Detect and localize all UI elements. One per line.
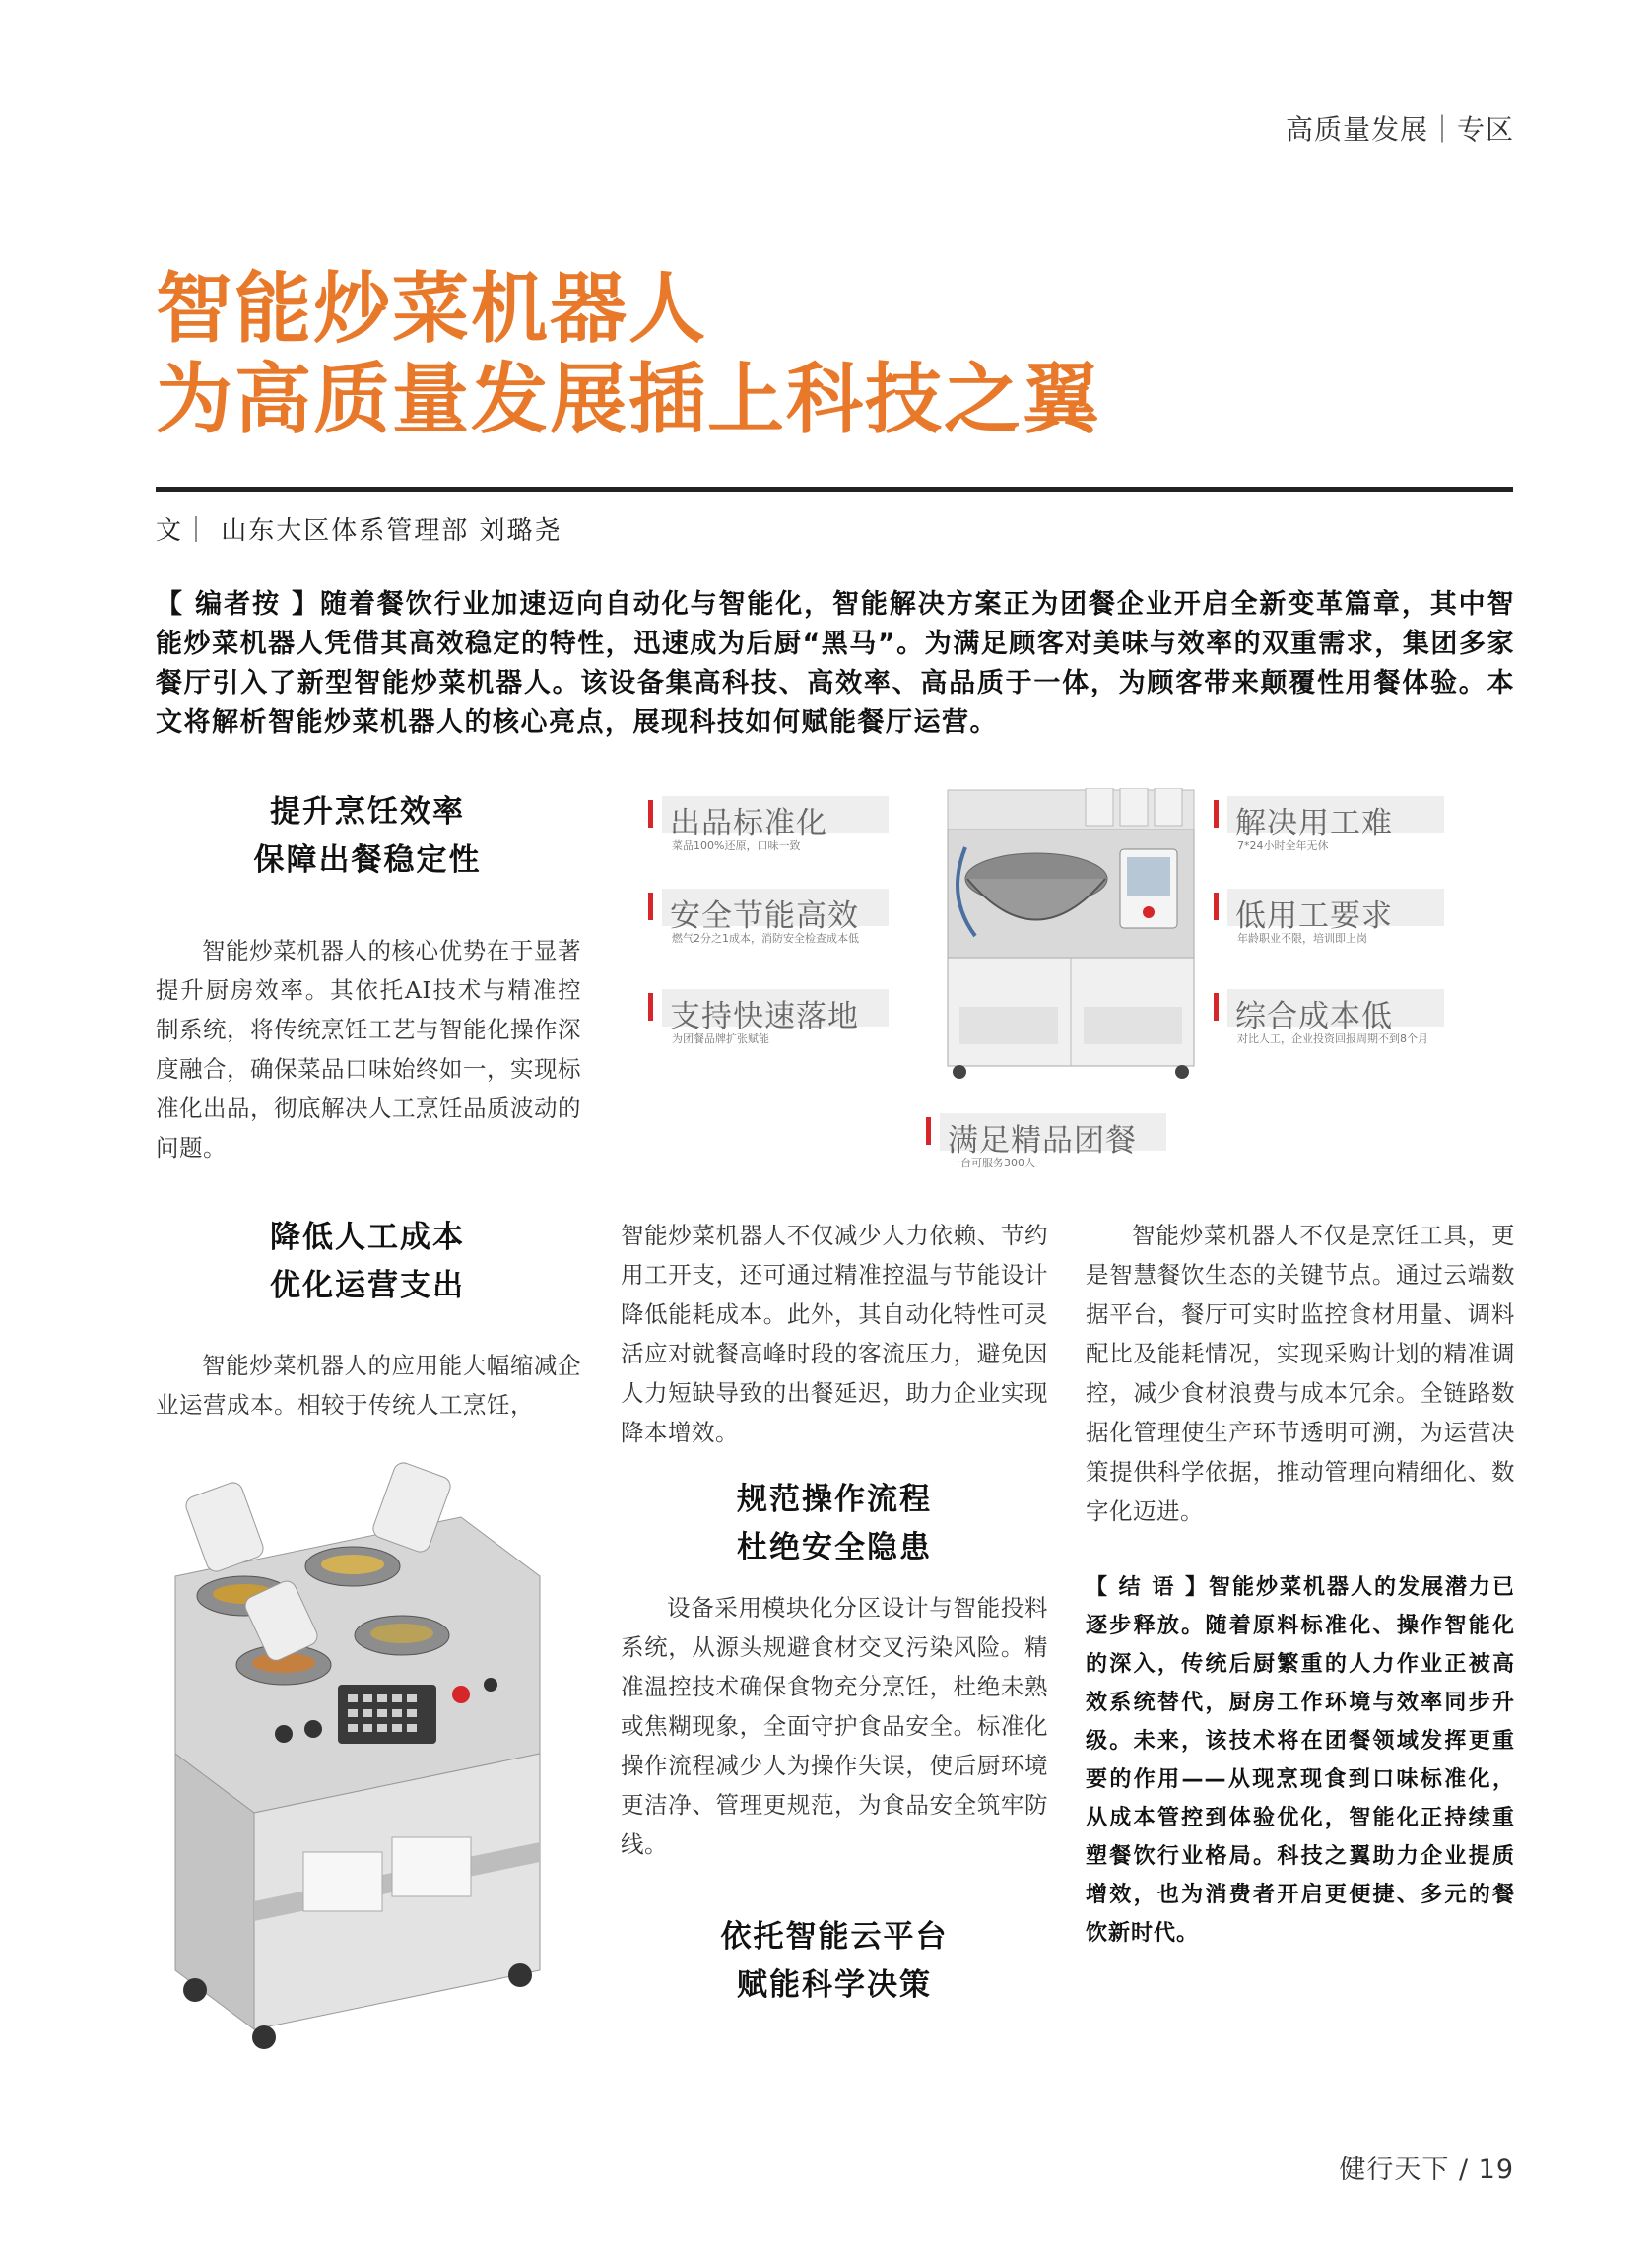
multi-wok-robot-illustration (156, 1458, 550, 2049)
accent-bar (1214, 893, 1219, 920)
section-body-efficiency: 智能炒菜机器人的核心优势在于显著提升厨房效率。其依托AI技术与精准控制系统，将传统烹饪工艺与智能化操作深度融合，确保菜品口味始终如一，实现标准化出品，彻底解决人工烹饪品质波动的问题。 (156, 937, 581, 1162)
section-body-cost: 智能炒菜机器人的应用能大幅缩减企业运营成本。相较于传统人工烹饪， (156, 1352, 581, 1419)
accent-bar (648, 893, 653, 920)
section-body-cloud: 智能炒菜机器人不仅是烹饪工具，更是智慧餐饮生态的关键节点。通过云端数据平台，餐厅可实时监控食材用量、调料配比及能耗情况，实现采购计划的精准调控，减少食材浪费与成本冗余。全链路数据化管理使生产环节透明可溯，为运营决策提供科学依据，推动管理向精细化、数字化迈进。 (1086, 1222, 1515, 1525)
feature-caption: 为团餐品牌扩张赋能 (672, 1032, 769, 1045)
feature-name: 安全节能高效 (670, 898, 859, 934)
feature-name: 综合成本低 (1235, 999, 1393, 1034)
editor-note: 【 编者按 】随着餐饮行业加速迈向自动化与智能化，智能解决方案正为团餐企业开启全新变革篇章，其中智能炒菜机器人凭借其高效稳定的特性，迅速成为后厨“黑马”。为满足顾客对美味与效率的双重需求，集团多家餐厅引入了新型智能炒菜机器人。该设备集高科技、高效率、高品质于一体，为顾客带来颠覆性用餐体验。本文将解析智能炒菜机器人的核心亮点，展现科技如何赋能餐厅运营。 (156, 589, 1515, 738)
feature-infographic (630, 788, 1517, 1182)
accent-bar (648, 993, 653, 1021)
heading-line: 降低人工成本 (270, 1220, 465, 1255)
heading-line: 优化运营支出 (270, 1268, 465, 1303)
page-footer: 健行天下 / 19 (1339, 2155, 1514, 2185)
feature-caption: 燃气2分之1成本，消防安全检查成本低 (672, 932, 859, 945)
section-heading-cloud (621, 1913, 1048, 2010)
title-line-1: 智能炒菜机器人 (156, 264, 708, 354)
wok-robot-illustration (938, 788, 1204, 1084)
section-body-safety: 设备采用模块化分区设计与智能投料系统，从源头规避食材交叉污染风险。精准温控技术确保食物充分烹饪，杜绝未熟或焦糊现象，全面守护食品安全。标准化操作流程减少人为操作失误，使后厨环境更洁净、管理更规范，为食品安全筑牢防线。 (621, 1594, 1048, 1858)
heading-line: 规范操作流程 (737, 1482, 932, 1517)
feature-caption: 年龄职业不限，培训即上岗 (1237, 932, 1367, 945)
section-heading-safety (621, 1476, 1048, 1572)
title-divider (156, 487, 1513, 492)
accent-bar (926, 1117, 931, 1145)
title-line-2: 为高质量发展插上科技之翼 (156, 355, 1102, 444)
article-title (156, 264, 1101, 445)
heading-line: 赋能科学决策 (737, 1967, 932, 2003)
section-header: 高质量发展｜专区 (1285, 113, 1514, 146)
heading-line: 保障出餐稳定性 (253, 842, 482, 878)
feature-name: 解决用工难 (1235, 806, 1393, 841)
heading-line: 依托智能云平台 (720, 1919, 949, 1955)
heading-line: 杜绝安全隐患 (737, 1530, 932, 1565)
feature-caption: 菜品100%还原，口味一致 (672, 839, 801, 852)
feature-caption: 一台可服务300人 (950, 1157, 1035, 1169)
feature-name: 支持快速落地 (670, 999, 859, 1034)
accent-bar (648, 800, 653, 828)
section-heading-cost (156, 1214, 579, 1310)
byline: 文｜ 山东大区体系管理部 刘璐尧 (156, 516, 562, 546)
accent-bar (1214, 800, 1219, 828)
conclusion: 【 结 语 】智能炒菜机器人的发展潜力已逐步释放。随着原料标准化、操作智能化的深入，传统后厨繁重的人力作业正被高效系统替代，厨房工作环境与效率同步升级。未来，该技术将在团餐领域发挥更重要的作用——从现烹现食到口味标准化，从成本管控到体验优化，智能化正持续重塑餐饮行业格局。科技之翼助力企业提质增效，也为消费者开启更便捷、多元的餐饮新时代。 (1086, 1575, 1515, 1946)
feature-name: 满足精品团餐 (948, 1123, 1137, 1159)
section-heading-efficiency (156, 788, 579, 885)
accent-bar (1214, 993, 1219, 1021)
heading-line: 提升烹饪效率 (270, 794, 465, 830)
feature-name: 低用工要求 (1235, 898, 1393, 934)
section-body-cost-continued: 智能炒菜机器人不仅减少人力依赖、节约用工开支，还可通过精准控温与节能设计降低能耗成本。此外，其自动化特性可灵活应对就餐高峰时段的客流压力，避免因人力短缺导致的出餐延迟，助力企业实现降本增效。 (621, 1222, 1048, 1446)
feature-caption: 7*24小时全年无休 (1237, 839, 1329, 852)
feature-caption: 对比人工，企业投资回报周期不到8个月 (1237, 1032, 1428, 1045)
feature-name: 出品标准化 (670, 806, 827, 841)
